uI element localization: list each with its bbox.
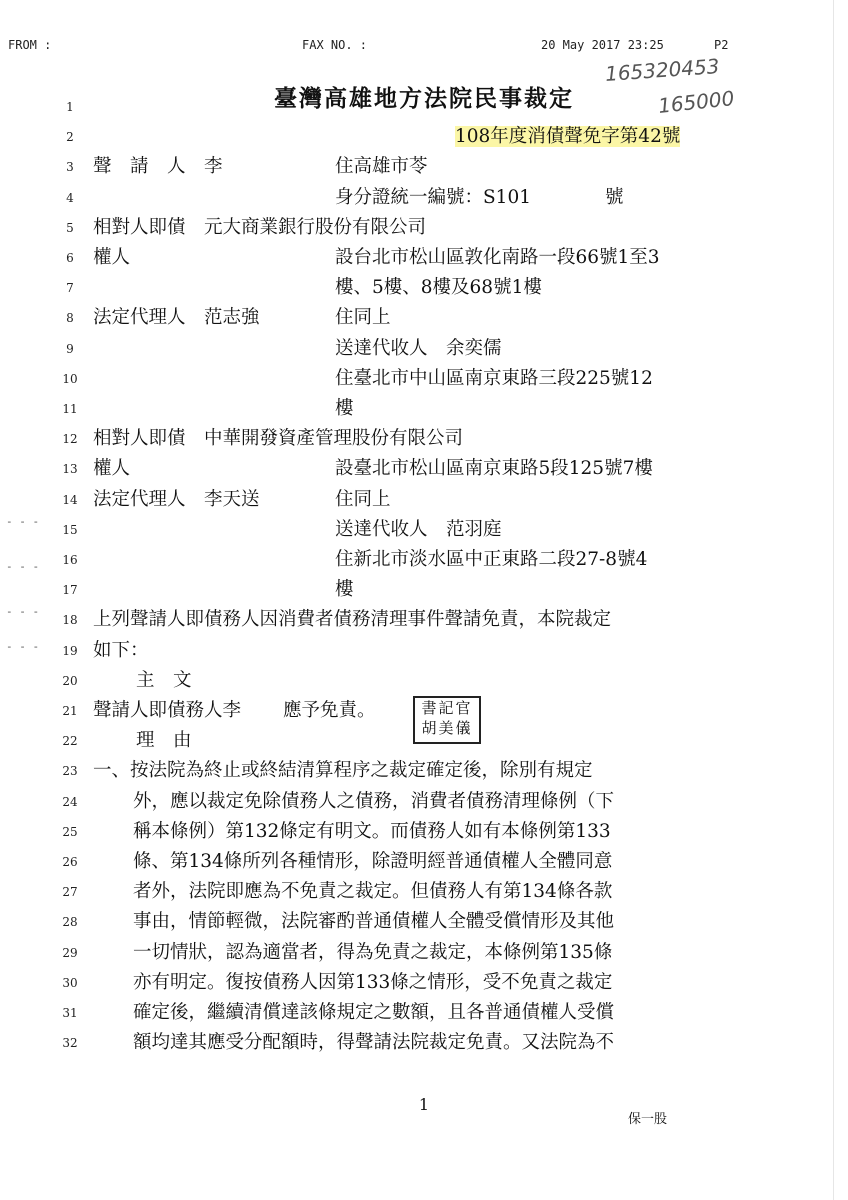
line-text: 相對人即債 中華開發資產管理股份有限公司	[93, 428, 464, 450]
scan-edge-line	[833, 0, 834, 1200]
line-number: 26	[62, 855, 78, 869]
line-number: 27	[62, 885, 78, 900]
line-number: 13	[62, 462, 78, 477]
line-number: 15	[62, 522, 78, 537]
handwritten-note-2: 165000	[656, 86, 736, 118]
line-text: 設臺北市松山區南京東路5段125號7樓	[335, 458, 653, 480]
case-number	[455, 126, 680, 148]
line-text: 者外，法院即應為不免責之裁定。但債務人有第134條各款	[133, 881, 613, 903]
line-number: 8	[66, 311, 74, 326]
margin-tick-mark: - - -	[6, 515, 40, 528]
line-number: 12	[62, 432, 78, 447]
line-text: 送達代收人 余奕儒	[335, 337, 502, 359]
line-number: 19	[62, 643, 78, 658]
line-text: 樓、5樓、8樓及68號1樓	[335, 277, 542, 299]
line-text: 額均達其應受分配額時，得聲請法院裁定免責。又法院為不	[133, 1032, 615, 1054]
line-number: 3	[66, 160, 74, 175]
line-text: 住新北市淡水區中正東路二段27-8號4	[335, 549, 648, 570]
line-text: 設台北市松山區敦化南路一段66號1至3	[335, 247, 660, 268]
line-number: 6	[66, 251, 74, 265]
line-text: 理 由	[136, 730, 192, 752]
line-number: 22	[62, 734, 78, 749]
line-number: 18	[62, 613, 78, 628]
stamp-bottom-text: 胡美儀	[421, 719, 473, 737]
line-number: 20	[62, 673, 78, 688]
line-number: 32	[62, 1036, 78, 1051]
line-text: 法定代理人 李天送	[93, 488, 260, 510]
fax-page: P2	[714, 38, 729, 52]
fax-from: FROM :	[8, 38, 52, 52]
line-text: 住高雄市苓	[335, 156, 428, 178]
line-text: 聲 請 人 李	[93, 156, 223, 178]
line-text: 相對人即債 元大商業銀行股份有限公司	[93, 216, 427, 238]
handwritten-note-1: 165320453	[604, 54, 721, 86]
line-number: 25	[62, 824, 78, 839]
line-text: 確定後，繼續清償達該條規定之數額，且各普通債權人受償	[133, 1002, 615, 1023]
line-number: 23	[62, 764, 78, 779]
footer-unit: 保一股	[628, 1112, 668, 1127]
line-text: 權人	[93, 247, 131, 268]
line-text: 聲請人即債務人李	[93, 700, 242, 721]
line-text: 身分證統一編號：S101 號	[335, 186, 624, 208]
line-number: 14	[62, 492, 78, 507]
line-text: 上列聲請人即債務人因消費者債務清理事件聲請免責，本院裁定	[93, 609, 612, 631]
line-number: 11	[62, 402, 78, 416]
line-number: 30	[62, 975, 78, 990]
line-text: 法定代理人 范志強	[93, 307, 260, 329]
line-text: 條、第134條所列各種情形，除證明經普通債權人全體同意	[133, 851, 613, 872]
margin-tick-mark: - - -	[6, 640, 40, 653]
line-text: 如下：	[93, 639, 149, 661]
line-number: 5	[66, 220, 74, 235]
line-text: 事由，情節輕微，法院審酌普通債權人全體受償情形及其他	[133, 911, 615, 933]
line-number: 4	[66, 190, 74, 205]
line-text: 應予免責。	[283, 700, 376, 721]
line-text: 權人	[93, 458, 131, 480]
line-text: 稱本條例）第132條定有明文。而債務人如有本條例第133	[133, 820, 611, 842]
stamp-top-text: 書記官	[421, 699, 473, 717]
clerk-stamp	[413, 696, 481, 744]
line-number: 24	[62, 794, 78, 809]
line-text: 主 文	[136, 669, 192, 691]
line-text: 送達代收人 范羽庭	[335, 518, 502, 540]
line-number: 1	[66, 100, 74, 114]
line-text: 住同上	[335, 307, 391, 329]
margin-tick-mark: - - -	[6, 560, 40, 573]
line-number: 31	[62, 1006, 78, 1020]
line-text: 亦有明定。復按債務人因第133條之情形，受不免責之裁定	[133, 971, 613, 993]
line-text: 住臺北市中山區南京東路三段225號12	[335, 367, 653, 389]
line-number: 29	[62, 945, 78, 960]
line-text: 一切情狀，認為適當者，得為免責之裁定，本條例第135條	[133, 941, 613, 963]
line-text: 樓	[335, 398, 354, 419]
line-text: 一、按法院為終止或終結清算程序之裁定確定後，除別有規定	[93, 760, 593, 782]
document-title: 臺灣高雄地方法院民事裁定	[274, 85, 574, 112]
line-number: 9	[66, 341, 74, 356]
fax-datetime: 20 May 2017 23:25	[541, 38, 664, 52]
page-number: 1	[418, 1095, 430, 1114]
line-number: 10	[62, 371, 78, 386]
fax-number: FAX NO. :	[302, 38, 368, 52]
line-number: 17	[62, 583, 78, 598]
case-number-text: 108年度消債聲免字第42號	[455, 126, 681, 147]
line-text: 樓	[335, 579, 354, 601]
margin-tick-mark: - - -	[6, 605, 40, 618]
line-number: 7	[66, 281, 74, 296]
line-text: 住同上	[335, 488, 391, 510]
line-text: 外，應以裁定免除債務人之債務，消費者債務清理條例（下	[133, 790, 615, 812]
line-number: 21	[62, 704, 78, 718]
line-number: 28	[62, 915, 78, 930]
line-number: 2	[66, 130, 74, 145]
line-number: 16	[62, 553, 78, 567]
